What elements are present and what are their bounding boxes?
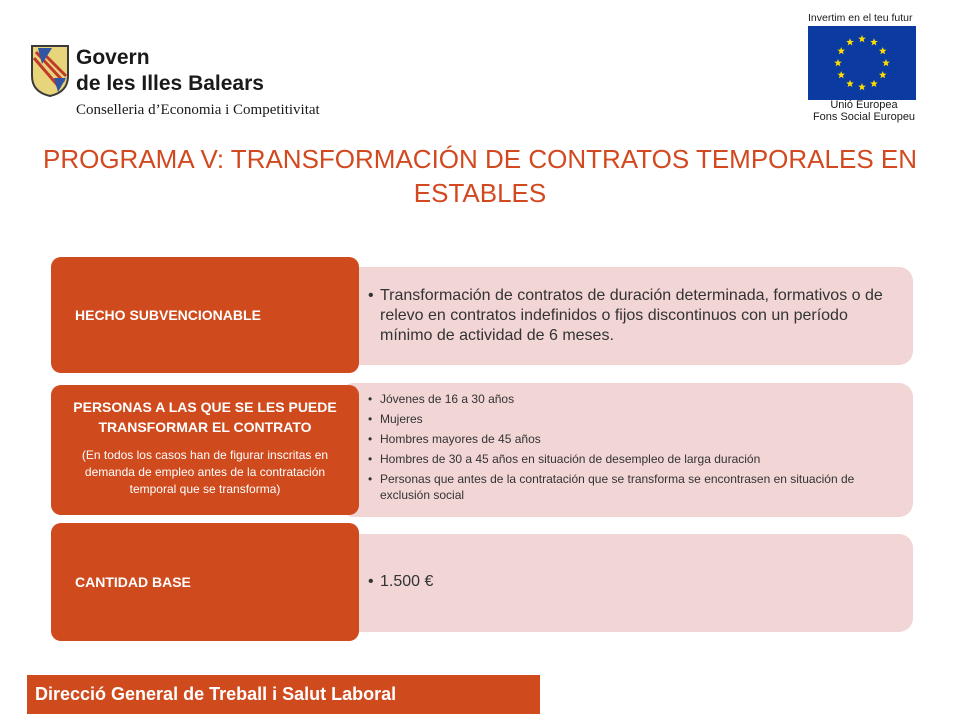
govern-line2: de les Illes Balears: [76, 72, 264, 95]
list-item: • Jóvenes de 16 a 30 años: [368, 391, 898, 407]
footer-text: Direcció General de Treball i Salut Laboral: [35, 684, 397, 704]
eu-logo: [806, 12, 922, 124]
eu-slogan: Invertim en el teu futur: [808, 12, 913, 24]
personas-content-box: [340, 383, 913, 517]
cantidad-list: [368, 572, 888, 592]
list-item: • Transformación de contratos de duración determinada, formativos o de relevo en contratos indefinidos o fijos discontinuos con un período mínimo de actividad de 6 meses.: [368, 286, 888, 346]
personas-list: [368, 391, 898, 507]
conselleria-name: Conselleria d’Economia i Competitivitat: [76, 102, 320, 118]
eu-flag-icon: [808, 26, 916, 100]
list-item: • Mujeres: [368, 411, 898, 427]
personas-label-title: PERSONAS A LAS QUE SE LES PUEDE TRANSFORMAR EL CONTRATO: [73, 399, 337, 435]
cantidad-content-box: [340, 534, 913, 632]
list-item: • Hombres mayores de 45 años: [368, 431, 898, 447]
list-item: • Hombres de 30 a 45 años en situación de desempleo de larga duración: [368, 451, 898, 467]
eu-union-label: Unió Europea: [830, 99, 898, 111]
hecho-label: [51, 257, 359, 373]
cantidad-label: [51, 523, 359, 641]
govern-line1: Govern: [76, 46, 150, 69]
list-item: • 1.500 €: [368, 572, 888, 592]
govern-logo: [28, 40, 318, 130]
page-title: PROGRAMA V: TRANSFORMACIÓN DE CONTRATOS TEMPORALES EN ESTABLES: [42, 144, 918, 208]
hecho-list: [368, 286, 888, 346]
personas-label-note: (En todos los casos han de figurar inscritas en demanda de empleo antes de la contratación temporal que se transforma): [81, 448, 329, 496]
eu-fund-label: Fons Social Europeu: [812, 111, 916, 123]
footer-banner: [27, 675, 540, 714]
coat-of-arms-icon: [28, 42, 72, 98]
hecho-content-box: [340, 267, 913, 365]
personas-label: [51, 385, 359, 515]
hecho-label-text: HECHO SUBVENCIONABLE: [75, 307, 261, 323]
list-item: • Personas que antes de la contratación que se transforma se encontrasen en situación de exclusión social: [368, 471, 898, 503]
cantidad-label-text: CANTIDAD BASE: [75, 574, 191, 590]
